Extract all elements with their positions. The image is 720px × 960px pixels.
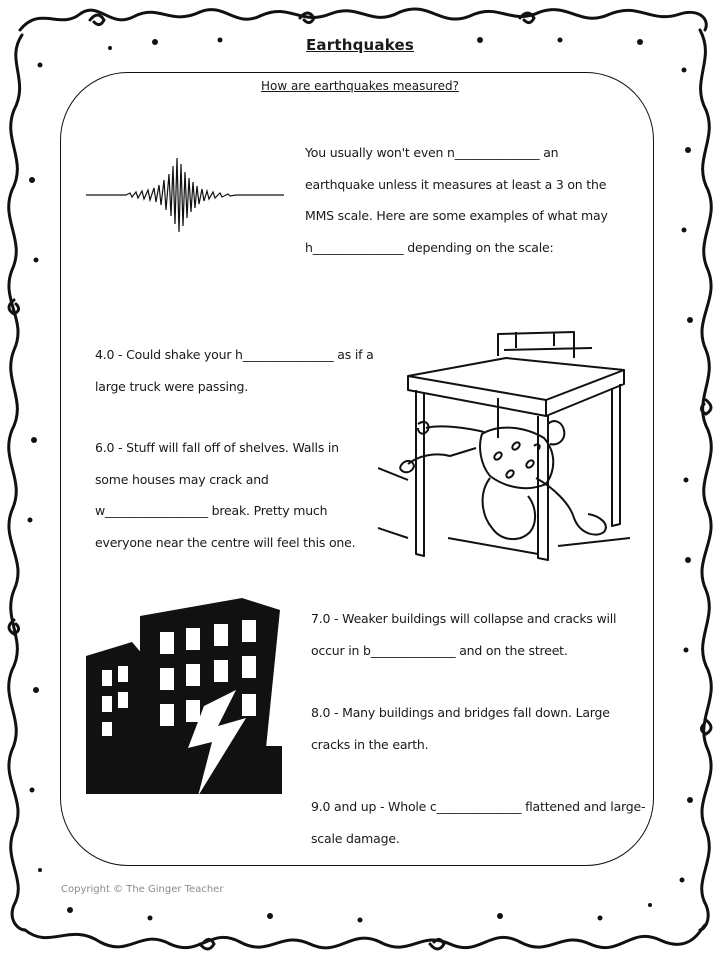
child-under-table-image [378, 328, 630, 566]
collapsing-buildings-image [86, 598, 282, 796]
level-9-text: 9.0 and up - Whole c______________ flattened and large-scale damage. [311, 799, 646, 846]
level-4-text: 4.0 - Could shake your h_______________ as if a large truck were passing. [95, 347, 374, 394]
level-8-text: 8.0 - Many buildings and bridges fall down. Large cracks in the earth. [311, 705, 610, 752]
worksheet-title: Earthquakes [305, 36, 415, 54]
level-7-text: 7.0 - Weaker buildings will collapse and cracks will occur in b______________ and on the street. [311, 611, 617, 658]
worksheet-subtitle: How are earthquakes measured? [260, 79, 460, 93]
level-6-text: 6.0 - Stuff will fall off of shelves. Walls in some houses may crack and w_________________ break. Pretty much everyone near the centre will feel this one. [95, 440, 356, 550]
intro-text: You usually won't even n______________ an earthquake unless it measures at least a 3 on the MMS scale. Here are some examples of what may h_______________ depending on the scale: [305, 145, 608, 255]
copyright-text: Copyright © The Ginger Teacher [61, 884, 224, 895]
seismograph-wave-image [86, 152, 284, 238]
